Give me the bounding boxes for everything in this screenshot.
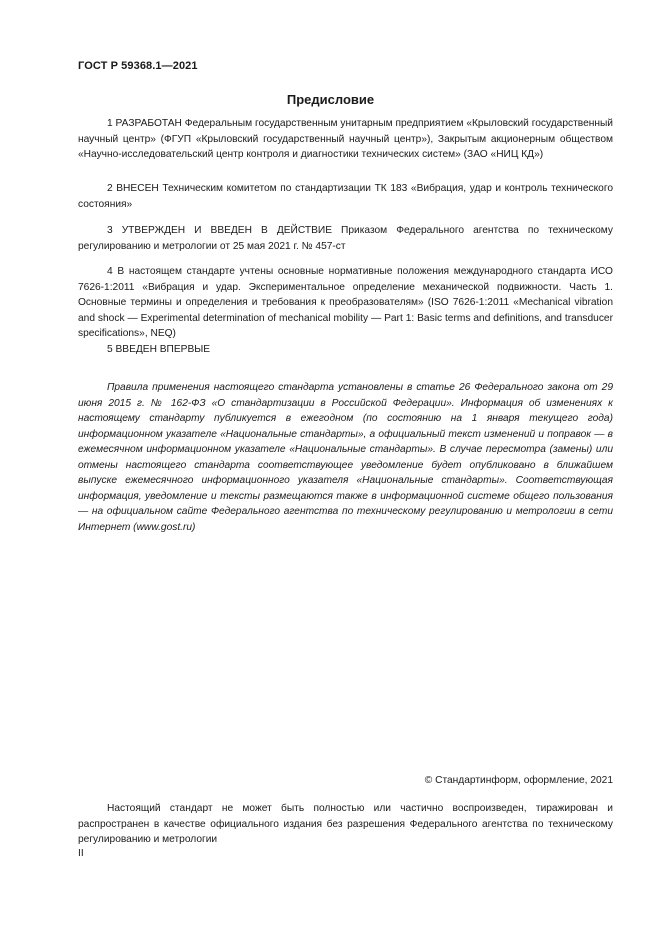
paragraph-text: 3 УТВЕРЖДЕН И ВВЕДЕН В ДЕЙСТВИЕ Приказом Федерального агентства по техническому регулированию и метрологии от 25 мая 2021 г. № 457-ст (78, 225, 613, 252)
paragraph-international-standard (78, 264, 613, 342)
paragraph-developed (78, 116, 613, 163)
reproduction-restriction (78, 801, 613, 848)
page-number: II (78, 848, 84, 859)
paragraph-text: 1 РАЗРАБОТАН Федеральным государственным унитарным предприятием «Крыловский государственный научный центр» (ФГУП «Крыловский государственный научный центр»), Закрытым акционерным обществом «Научно-исследовательский центр контроля и диагностики технических систем» (ЗАО «НИЦ КД») (78, 118, 613, 160)
paragraph-submitted (78, 181, 613, 212)
paragraph-text: 2 ВНЕСЕН Техническим комитетом по стандартизации ТК 183 «Вибрация, удар и контроль технического состояния» (78, 183, 613, 210)
paragraph-text: 5 ВВЕДЕН ВПЕРВЫЕ (107, 344, 211, 355)
notice-text: Правила применения настоящего стандарта установлены в статье 26 Федерального закона от 29 июня 2015 г. № 162-ФЗ «О стандартизации в Российской Федерации». Информация об изменениях к настоящему стандарту публикуется в ежегодном (по состоянию на 1 января текущего года) информационном указателе «Национальные стандарты», а официальный текст изменений и поправок — в ежемесячном информационном указателе «Национальные стандарты». В случае пересмотра (замены) или отмены настоящего стандарта соответствующее уведомление будет опубликовано в ближайшем выпуске ежемесячного информационного указателя «Национальные стандарты». Соответствующая информация, уведомление и тексты размещаются также в информационной системе общего пользования — на официальном сайте Федерального агентства по техническому регулированию и метрологии в сети Интернет (www.gost.ru) (78, 382, 613, 533)
restriction-text: Настоящий стандарт не может быть полностью или частично воспроизведен, тиражирован и распространен в качестве официального издания без разрешения Федерального агентства по техническому регулированию и метрологии (78, 803, 613, 845)
paragraph-introduced (78, 342, 613, 358)
standard-designation: ГОСТ Р 59368.1—2021 (78, 60, 198, 72)
page-title: Предисловие (286, 92, 375, 107)
paragraph-text: 4 В настоящем стандарте учтены основные нормативные положения международного стандарта ИСО 7626-1:2011 «Вибрация и удар. Экспериментальное определение механической подвижности. Часть 1. Основные термины и определения и требования к преобразователям» (ISO 7626-1:2011 «Mechanical vibration and shock — Experimental determination of mechanical mobility — Part 1: Basic terms and definitions, and transducer specifications», NEQ) (78, 266, 613, 339)
application-rules-notice (78, 380, 613, 535)
copyright-line: © Стандартинформ, оформление, 2021 (424, 775, 613, 786)
paragraph-approved (78, 223, 613, 254)
